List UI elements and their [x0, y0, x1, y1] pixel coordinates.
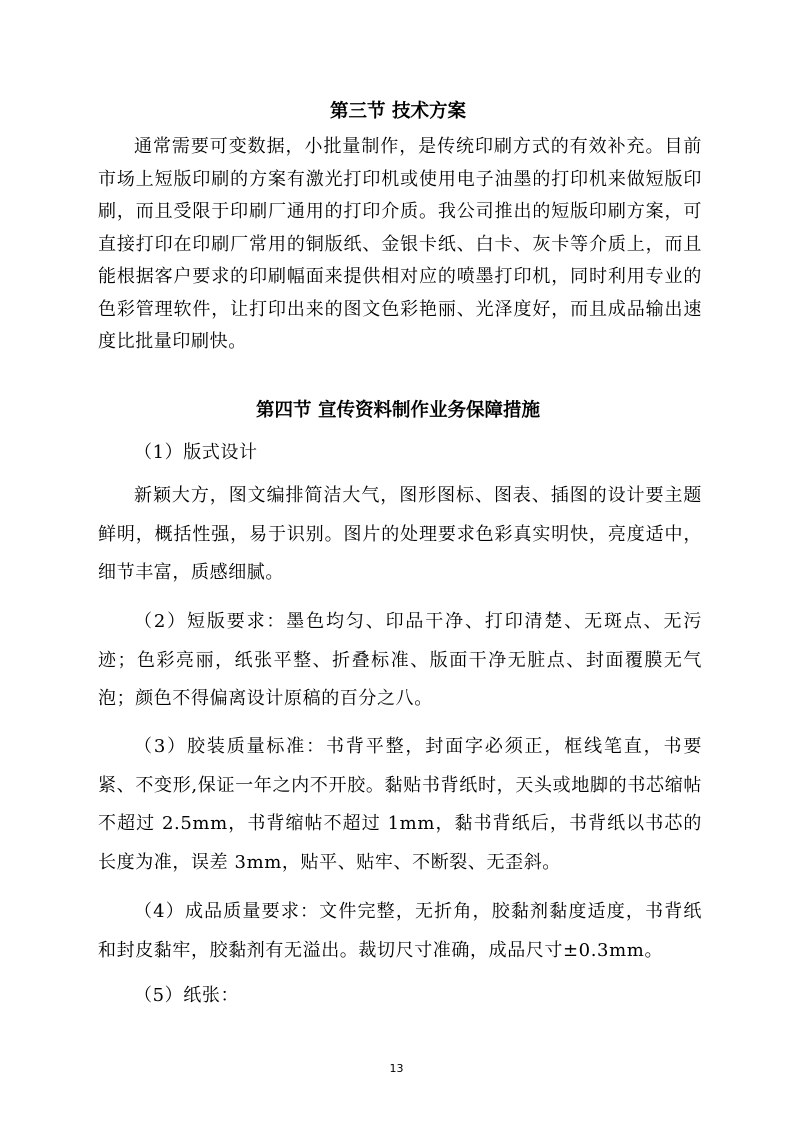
item-4-paragraph: （4）成品质量要求：文件完整，无折角，胶黏剂黏度适度，书背纸和封皮黏牢，胶黏剂有无溢出。裁切尺寸准确，成品尺寸±0.3mm。 — [98, 901, 702, 961]
item-2-paragraph: （2）短版要求：墨色均匀、印品干净、打印清楚、无斑点、无污迹；色彩亮丽，纸张平整、折叠标准、版面干净无脏点、封面覆膜无气泡；颜色不得偏离设计原稿的百分之八。 — [98, 611, 702, 710]
item-3-paragraph: （3）胶装质量标准：书背平整，封面字必须正，框线笔直，书要紧、不变形,保证一年之内不开胶。黏贴书背纸时，天头或地脚的书芯缩帖不超过 2.5mm，书背缩帖不超过 1mm，黏书背纸后，书背纸以书芯的长度为准，误差 3mm，贴平、贴牢、不断裂、无歪斜。 — [98, 736, 702, 873]
page-number: 13 — [389, 1062, 404, 1075]
item-5-title: （5）纸张： — [134, 985, 240, 1006]
item-1-title: （1）版式设计 — [134, 442, 258, 463]
section-4-heading: 第四节 宣传资料制作业务保障措施 — [256, 400, 540, 421]
item-1-body: 新颖大方，图文编排简洁大气，图形图标、图表、插图的设计要主题鲜明，概括性强，易于识别。图片的处理要求色彩真实明快，亮度适中，细节丰富，质感细腻。 — [98, 485, 702, 584]
section-3-paragraph: 通常需要可变数据，小批量制作，是传统印刷方式的有效补充。目前市场上短版印刷的方案有激光打印机或使用电子油墨的打印机来做短版印刷，而且受限于印刷厂通用的打印介质。我公司推出的短版印刷方案，可直接打印在印刷厂常用的铜版纸、金银卡纸、白卡、灰卡等介质上，而且能根据客户要求的印刷幅面来提供相对应的喷墨打印机，同时利用专业的色彩管理软件，让打印出来的图文色彩艳丽、光泽度好，而且成品输出速度比批量印刷快。 — [98, 136, 702, 352]
section-3-heading: 第三节 技术方案 — [330, 101, 466, 122]
